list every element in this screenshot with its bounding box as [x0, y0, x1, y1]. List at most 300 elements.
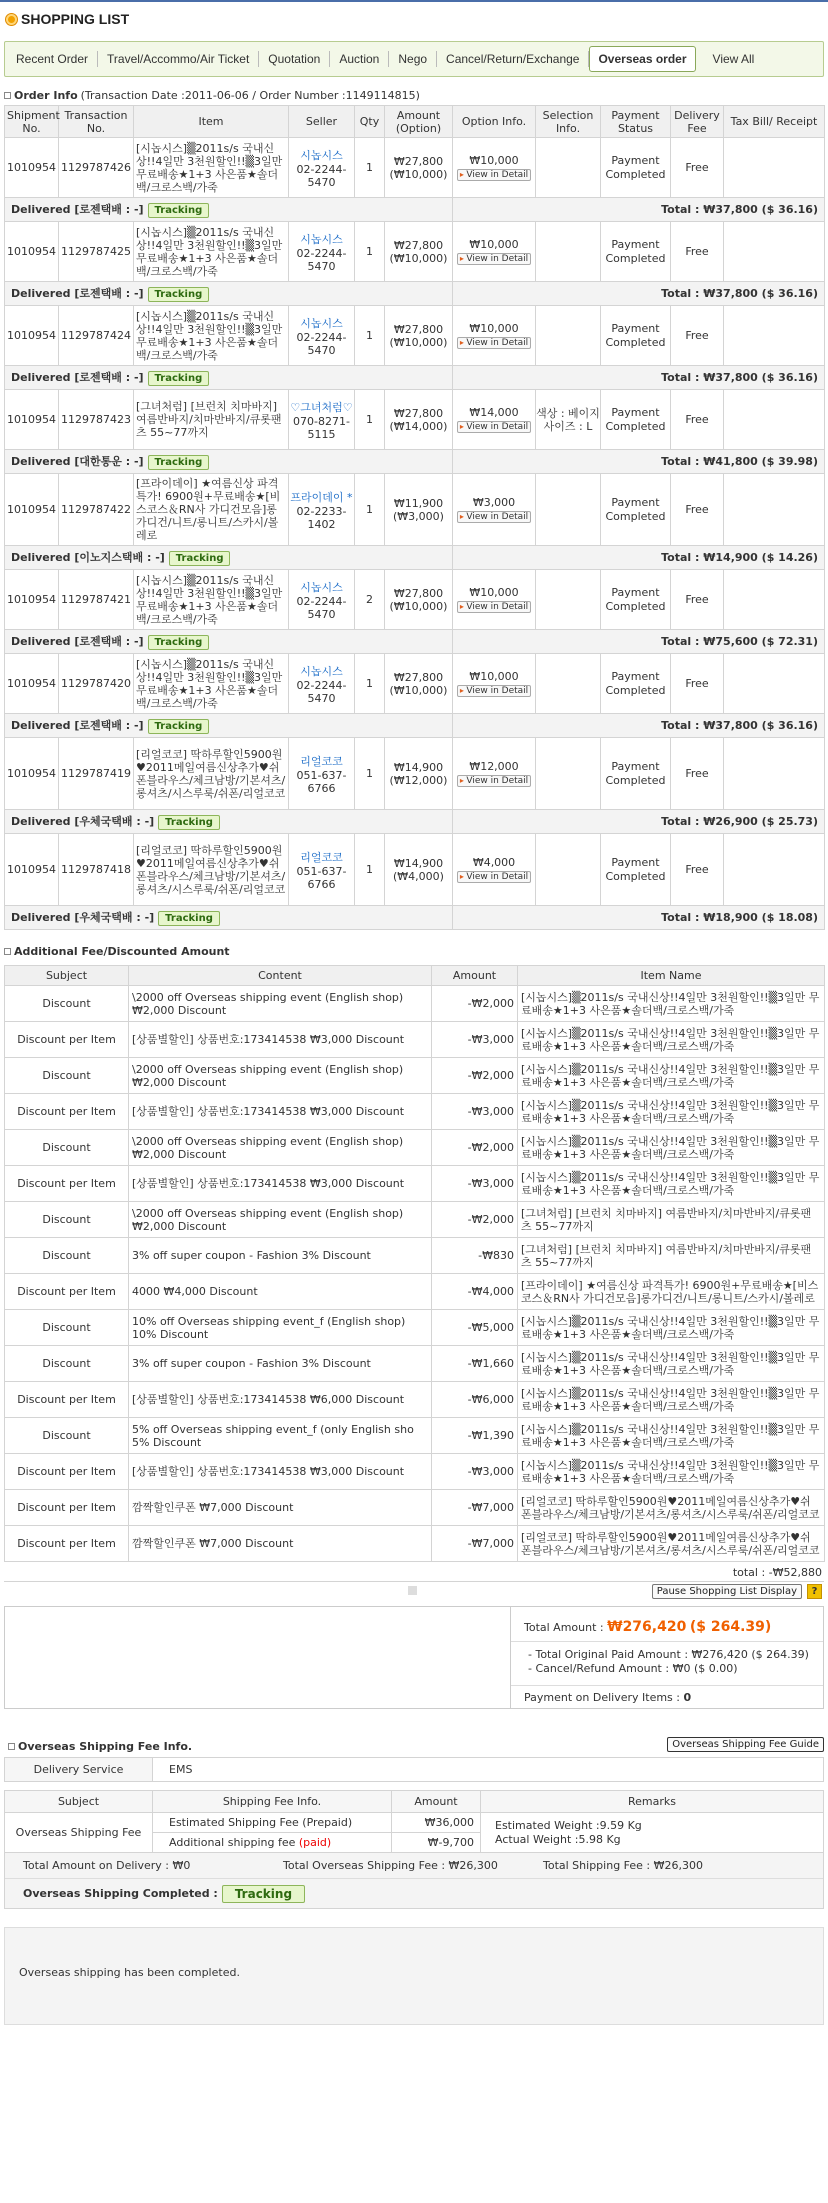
- option-cell: [453, 222, 536, 282]
- overseas-heading-row: Overseas Shipping Fee Info. Overseas Shipping Fee Guide: [4, 1735, 824, 1755]
- payment-status: Payment Completed: [601, 222, 671, 282]
- item-name: [시놉시스]▒2011s/s 국내신상!!4일만 3천원할인!!▒3일만 무료배송★1+3 사은품★솔더백/크로스백/가죽: [134, 138, 289, 198]
- amount: -₩830: [432, 1238, 518, 1274]
- table-row: [5, 1382, 825, 1418]
- seller-phone: 02-2233-1402: [296, 504, 347, 531]
- column-header: Subject: [5, 1791, 153, 1813]
- column-header: Subject: [5, 966, 129, 986]
- amount: -₩7,000: [432, 1526, 518, 1562]
- amount: ₩11,900: [393, 496, 444, 510]
- option-amount: (₩4,000): [393, 869, 444, 883]
- selection-info: [536, 654, 601, 714]
- table-row: [5, 738, 825, 810]
- item-name: [리얼코코] 딱하루할인5900원♥2011메일여름신상추가♥쉬폰블라우스/체크남방/기본셔츠/롱셔츠/시스루룩/쉬폰/리얼코코: [134, 738, 289, 810]
- divider-handle-icon: [408, 1586, 417, 1595]
- tax-receipt: [724, 138, 825, 198]
- subject: Discount per Item: [5, 1094, 129, 1130]
- payment-status: Payment Completed: [601, 138, 671, 198]
- delivery-row: [5, 630, 825, 654]
- selection-info: [536, 834, 601, 906]
- tax-receipt: [724, 222, 825, 282]
- payment-status: Payment Completed: [601, 654, 671, 714]
- option-value: ₩14,000: [469, 406, 519, 419]
- option-amount: (₩10,000): [389, 599, 448, 613]
- amount-cell: [385, 474, 453, 546]
- payment-status: Payment Completed: [601, 834, 671, 906]
- item-name: [시놉시스]▒2011s/s 국내신상!!4일만 3천원할인!!▒3일만 무료배송★1+3 사은품★솔더백/크로스백/가죽: [518, 1058, 825, 1094]
- table-row: [5, 1094, 825, 1130]
- square-bullet-icon: [4, 92, 11, 99]
- column-header: Transaction No.: [59, 106, 134, 138]
- item-name: [시놉시스]▒2011s/s 국내신상!!4일만 3천원할인!!▒3일만 무료배송★1+3 사은품★솔더백/크로스백/가죽: [134, 570, 289, 630]
- content: 4000 ₩4,000 Discount: [129, 1274, 432, 1310]
- selection-info: [536, 474, 601, 546]
- content: 3% off super coupon - Fashion 3% Discount: [129, 1238, 432, 1274]
- option-value: ₩3,000: [472, 496, 516, 509]
- shipment-no: 1010954: [5, 222, 59, 282]
- amount-cell: [385, 738, 453, 810]
- delivery-status: Delivered [대한통운 : -]: [11, 455, 144, 468]
- seller-link[interactable]: 시놉시스: [300, 580, 343, 594]
- order-info-table: [4, 105, 825, 930]
- table-row: [5, 390, 825, 450]
- additional-fee-table: [4, 965, 825, 1562]
- total-amount: ₩276,420: [607, 1619, 687, 1635]
- item-name: [시놉시스]▒2011s/s 국내신상!!4일만 3천원할인!!▒3일만 무료배송★1+3 사은품★솔더백/크로스백/가죽: [518, 1346, 825, 1382]
- transaction-no: 1129787419: [59, 738, 134, 810]
- delivery-status: Delivered [로젠택배 : -]: [11, 635, 144, 648]
- column-header: Delivery Fee: [671, 106, 724, 138]
- seller-cell: [289, 570, 355, 630]
- seller-link[interactable]: 리얼코코: [300, 850, 343, 864]
- tracking-button[interactable]: Tracking: [158, 815, 220, 830]
- amount-cell: [385, 834, 453, 906]
- delivery-fee: Free: [671, 222, 724, 282]
- tax-receipt: [724, 570, 825, 630]
- pause-row: [4, 1582, 824, 1602]
- tracking-button[interactable]: Tracking: [169, 551, 231, 566]
- table-row: [5, 834, 825, 906]
- delivery-fee: Free: [671, 390, 724, 450]
- amount: -₩3,000: [432, 1454, 518, 1490]
- row-total: Total : ₩37,800 ($ 36.16): [661, 203, 818, 216]
- content: [상품별할인] 상품번호:173414538 ₩3,000 Discount: [129, 1094, 432, 1130]
- delivery-row: [5, 546, 825, 570]
- option-amount: (₩3,000): [393, 509, 444, 523]
- column-header: Selection Info.: [536, 106, 601, 138]
- amount: -₩7,000: [432, 1490, 518, 1526]
- content: \2000 off Overseas shipping event (English shop) ₩2,000 Discount: [129, 986, 432, 1022]
- additional-total: total : -₩52,880: [4, 1562, 824, 1582]
- tab-view-all[interactable]: View All: [712, 52, 755, 66]
- arrow-icon: ▸: [459, 338, 467, 347]
- transaction-no: 1129787418: [59, 834, 134, 906]
- tab-auction[interactable]: Auction: [330, 51, 389, 67]
- delivery-row: [5, 714, 825, 738]
- item-name: [시놉시스]▒2011s/s 국내신상!!4일만 3천원할인!!▒3일만 무료배송★1+3 사은품★솔더백/크로스백/가죽: [518, 1310, 825, 1346]
- amount: ₩27,800: [393, 670, 444, 684]
- tax-receipt: [724, 390, 825, 450]
- table-row: [5, 986, 825, 1022]
- item-name: [그녀처럼] [브런치 치마바지] 여름반바지/치마반바지/큐롯팬츠 55~77까지: [518, 1202, 825, 1238]
- seller-link[interactable]: ♡그녀처럼♡: [290, 400, 353, 414]
- content: 깜짝할인쿠폰 ₩7,000 Discount: [129, 1490, 432, 1526]
- quantity: 1: [355, 654, 385, 714]
- payment-status: Payment Completed: [601, 738, 671, 810]
- tax-receipt: [724, 834, 825, 906]
- row-total: Total : ₩37,800 ($ 36.16): [661, 719, 818, 732]
- option-amount: (₩14,000): [389, 419, 448, 433]
- item-name: [시놉시스]▒2011s/s 국내신상!!4일만 3천원할인!!▒3일만 무료배송★1+3 사은품★솔더백/크로스백/가죽: [518, 1130, 825, 1166]
- shipment-no: 1010954: [5, 834, 59, 906]
- arrow-icon: ▸: [459, 512, 467, 521]
- amount: -₩1,390: [432, 1418, 518, 1454]
- seller-cell: [289, 222, 355, 282]
- column-header: Qty: [355, 106, 385, 138]
- option-amount: (₩10,000): [389, 251, 448, 265]
- quantity: 2: [355, 570, 385, 630]
- tracking-button[interactable]: Tracking: [158, 911, 220, 926]
- amount: -₩1,660: [432, 1346, 518, 1382]
- item-name: [시놉시스]▒2011s/s 국내신상!!4일만 3천원할인!!▒3일만 무료배송★1+3 사은품★솔더백/크로스백/가죽: [518, 1418, 825, 1454]
- seller-phone: 02-2244-5470: [296, 678, 347, 705]
- arrow-icon: ▸: [459, 170, 467, 179]
- additional-fee-heading: Additional Fee/Discounted Amount: [0, 943, 828, 959]
- column-header: Amount: [432, 966, 518, 986]
- selection-info: [536, 738, 601, 810]
- payment-status: Payment Completed: [601, 474, 671, 546]
- help-icon[interactable]: ?: [807, 1584, 822, 1599]
- option-value: ₩10,000: [469, 670, 519, 683]
- table-row: [5, 1130, 825, 1166]
- table-row: [5, 1454, 825, 1490]
- option-cell: [453, 474, 536, 546]
- shipment-no: 1010954: [5, 654, 59, 714]
- delivery-fee: Free: [671, 834, 724, 906]
- content: \2000 off Overseas shipping event (English shop) ₩2,000 Discount: [129, 1058, 432, 1094]
- content: 깜짝할인쿠폰 ₩7,000 Discount: [129, 1526, 432, 1562]
- table-row: [5, 1418, 825, 1454]
- subject: Discount per Item: [5, 1526, 129, 1562]
- seller-cell: [289, 306, 355, 366]
- quantity: 1: [355, 390, 385, 450]
- amount: -₩3,000: [432, 1022, 518, 1058]
- column-header: Amount: [392, 1791, 481, 1813]
- table-row: [5, 306, 825, 366]
- arrow-icon: ▸: [459, 686, 467, 695]
- amount: ₩27,800: [393, 586, 444, 600]
- row-total: Total : ₩41,800 ($ 39.98): [661, 455, 818, 468]
- seller-cell: [289, 834, 355, 906]
- table-row: [5, 222, 825, 282]
- option-cell: [453, 138, 536, 198]
- delivery-status: Delivered [로젠택배 : -]: [11, 203, 144, 216]
- delivery-status: Delivered [로젠택배 : -]: [11, 287, 144, 300]
- quantity: 1: [355, 138, 385, 198]
- payment-status: Payment Completed: [601, 570, 671, 630]
- seller-link[interactable]: 시놉시스: [300, 316, 343, 330]
- tax-receipt: [724, 474, 825, 546]
- quantity: 1: [355, 222, 385, 282]
- selection-info: [536, 570, 601, 630]
- item-name: [리얼코코] 딱하루할인5900원♥2011메일여름신상추가♥쉬폰블라우스/체크남방/기본셔츠/롱셔츠/시스루룩/쉬폰/리얼코코: [518, 1490, 825, 1526]
- seller-phone: 070-8271-5115: [293, 414, 350, 441]
- order-info-heading: Order Info (Transaction Date :2011-06-06 / Order Number :1149114815): [0, 87, 828, 103]
- column-header: Seller: [289, 106, 355, 138]
- transaction-no: 1129787424: [59, 306, 134, 366]
- content: 10% off Overseas shipping event_f (English shop) 10% Discount: [129, 1310, 432, 1346]
- row-total: Total : ₩37,800 ($ 36.16): [661, 371, 818, 384]
- square-bullet-icon: [8, 1743, 15, 1750]
- amount: -₩3,000: [432, 1094, 518, 1130]
- view-in-detail-button[interactable]: ▸ View in Detail: [457, 169, 531, 181]
- view-in-detail-button[interactable]: ▸ View in Detail: [457, 253, 531, 265]
- selection-info: [536, 138, 601, 198]
- amount: -₩6,000: [432, 1382, 518, 1418]
- column-header: Shipment No.: [5, 106, 59, 138]
- option-cell: [453, 570, 536, 630]
- view-in-detail-button[interactable]: ▸ View in Detail: [457, 685, 531, 697]
- arrow-icon: ▸: [459, 422, 467, 431]
- option-value: ₩10,000: [469, 322, 519, 335]
- shipment-no: 1010954: [5, 306, 59, 366]
- delivery-row: [5, 282, 825, 306]
- content: 3% off super coupon - Fashion 3% Discount: [129, 1346, 432, 1382]
- table-row: [5, 1346, 825, 1382]
- delivery-fee: Free: [671, 738, 724, 810]
- amount: ₩27,800: [393, 322, 444, 336]
- view-in-detail-button[interactable]: ▸ View in Detail: [457, 511, 531, 523]
- view-in-detail-button[interactable]: ▸ View in Detail: [457, 871, 531, 883]
- item-name: [프라이데이] ★여름신상 파격특가! 6900원+무료배송★[비스코스＆RN사 가디건모음]롱가디건/니트/롱니트/스카시/볼레로: [518, 1274, 825, 1310]
- item-name: [시놉시스]▒2011s/s 국내신상!!4일만 3천원할인!!▒3일만 무료배송★1+3 사은품★솔더백/크로스백/가죽: [518, 1382, 825, 1418]
- subject: Discount per Item: [5, 1022, 129, 1058]
- view-in-detail-button[interactable]: ▸ View in Detail: [457, 337, 531, 349]
- view-in-detail-button[interactable]: ▸ View in Detail: [457, 601, 531, 613]
- tab-overseas-order[interactable]: Overseas order: [589, 46, 695, 72]
- row-total: Total : ₩18,900 ($ 18.08): [661, 911, 818, 924]
- item-name: [그녀처럼] [브런치 치마바지] 여름반바지/치마반바지/큐롯팬츠 55~77까지: [134, 390, 289, 450]
- seller-cell: [289, 138, 355, 198]
- tax-receipt: [724, 654, 825, 714]
- amount-cell: [385, 654, 453, 714]
- delivery-row: [5, 450, 825, 474]
- amount: -₩4,000: [432, 1274, 518, 1310]
- selection-info: [536, 222, 601, 282]
- tracking-button[interactable]: Tracking: [148, 719, 210, 734]
- amount: ₩14,900: [393, 760, 444, 774]
- item-name: [프라이데이] ★여름신상 파격특가! 6900원+무료배송★[비스코스＆RN사 가디건모음]롱가디건/니트/롱니트/스카시/볼레로: [134, 474, 289, 546]
- shipping-totals: Total Amount on Delivery : ₩0 Total Overseas Shipping Fee : ₩26,300 Total Shipping Fee : ₩26,300 Overseas Shipping Completed : Tracking: [4, 1853, 824, 1909]
- amount: -₩2,000: [432, 986, 518, 1022]
- content: [상품별할인] 상품번호:173414538 ₩6,000 Discount: [129, 1382, 432, 1418]
- item-name: [시놉시스]▒2011s/s 국내신상!!4일만 3천원할인!!▒3일만 무료배송★1+3 사은품★솔더백/크로스백/가죽: [518, 1166, 825, 1202]
- row-total: Total : ₩26,900 ($ 25.73): [661, 815, 818, 828]
- item-name: [그녀처럼] [브런치 치마바지] 여름반바지/치마반바지/큐롯팬츠 55~77까지: [518, 1238, 825, 1274]
- option-amount: (₩12,000): [389, 773, 448, 787]
- subject: Discount: [5, 1310, 129, 1346]
- tracking-button[interactable]: Tracking: [148, 203, 210, 218]
- delivery-fee: Free: [671, 474, 724, 546]
- option-value: ₩10,000: [469, 154, 519, 167]
- option-value: ₩10,000: [469, 238, 519, 251]
- amount: ₩14,900: [393, 856, 444, 870]
- option-amount: (₩10,000): [389, 167, 448, 181]
- item-name: [시놉시스]▒2011s/s 국내신상!!4일만 3천원할인!!▒3일만 무료배송★1+3 사은품★솔더백/크로스백/가죽: [134, 654, 289, 714]
- delivery-status: Delivered [로젠택배 : -]: [11, 719, 144, 732]
- row-total: Total : ₩75,600 ($ 72.31): [661, 635, 818, 648]
- item-name: [시놉시스]▒2011s/s 국내신상!!4일만 3천원할인!!▒3일만 무료배송★1+3 사은품★솔더백/크로스백/가죽: [518, 986, 825, 1022]
- column-header: Amount (Option): [385, 106, 453, 138]
- seller-cell: [289, 474, 355, 546]
- shipment-no: 1010954: [5, 738, 59, 810]
- amount: ₩27,800: [393, 238, 444, 252]
- view-in-detail-button[interactable]: ▸ View in Detail: [457, 421, 531, 433]
- table-row: [5, 654, 825, 714]
- seller-cell: [289, 654, 355, 714]
- shipment-no: 1010954: [5, 138, 59, 198]
- amount-cell: [385, 306, 453, 366]
- table-row: [5, 474, 825, 546]
- tax-receipt: [724, 306, 825, 366]
- tab-nego[interactable]: Nego: [389, 51, 437, 67]
- subject: Discount: [5, 1058, 129, 1094]
- amount: -₩2,000: [432, 1058, 518, 1094]
- seller-phone: 02-2244-5470: [296, 594, 347, 621]
- table-row: [5, 1490, 825, 1526]
- shipment-no: 1010954: [5, 390, 59, 450]
- tab-cancel-return-exchange[interactable]: Cancel/Return/Exchange: [437, 51, 589, 67]
- table-row: [5, 1202, 825, 1238]
- option-cell: [453, 654, 536, 714]
- view-in-detail-button[interactable]: ▸ View in Detail: [457, 775, 531, 787]
- item-name: [리얼코코] 딱하루할인5900원♥2011메일여름신상추가♥쉬폰블라우스/체크남방/기본셔츠/롱셔츠/시스루룩/쉬폰/리얼코코: [134, 834, 289, 906]
- column-header: Payment Status: [601, 106, 671, 138]
- table-row: [5, 570, 825, 630]
- amount: -₩3,000: [432, 1166, 518, 1202]
- transaction-no: 1129787420: [59, 654, 134, 714]
- pause-shopping-list-button[interactable]: Pause Shopping List Display: [652, 1584, 802, 1599]
- seller-link[interactable]: 시놉시스: [300, 664, 343, 678]
- tracking-button[interactable]: Tracking: [148, 371, 210, 386]
- table-row: [5, 1526, 825, 1562]
- content: \2000 off Overseas shipping event (English shop) ₩2,000 Discount: [129, 1130, 432, 1166]
- amount-cell: [385, 570, 453, 630]
- order-tabs: [4, 41, 824, 77]
- delivery-row: [5, 906, 825, 930]
- table-row: [5, 1022, 825, 1058]
- column-header: Item: [134, 106, 289, 138]
- square-bullet-icon: [4, 948, 11, 955]
- quantity: 1: [355, 306, 385, 366]
- table-row: [5, 138, 825, 198]
- content: 5% off Overseas shipping event_f (only English sho 5% Discount: [129, 1418, 432, 1454]
- selection-info: 색상 : 베이지 사이즈 : L: [536, 390, 601, 450]
- overseas-tracking-button[interactable]: Tracking: [222, 1885, 305, 1903]
- delivery-row: [5, 810, 825, 834]
- table-row: [5, 1166, 825, 1202]
- tab-travel-accommo-air-ticket[interactable]: Travel/Accommo/Air Ticket: [98, 51, 259, 67]
- column-header: Option Info.: [453, 106, 536, 138]
- delivery-fee: Free: [671, 138, 724, 198]
- page-title: SHOPPING LIST: [0, 2, 828, 29]
- option-amount: (₩10,000): [389, 335, 448, 349]
- seller-link[interactable]: 시놉시스: [300, 232, 343, 246]
- option-value: ₩10,000: [469, 586, 519, 599]
- seller-link[interactable]: 리얼코코: [300, 754, 343, 768]
- tax-receipt: [724, 738, 825, 810]
- arrow-icon: ▸: [459, 776, 467, 785]
- shipping-fee-guide-button[interactable]: Overseas Shipping Fee Guide: [667, 1737, 824, 1752]
- tracking-button[interactable]: Tracking: [148, 287, 210, 302]
- quantity: 1: [355, 834, 385, 906]
- quantity: 1: [355, 474, 385, 546]
- arrow-icon: ▸: [459, 254, 467, 263]
- subject: Discount per Item: [5, 1490, 129, 1526]
- shipping-fee-table: Subject Shipping Fee Info. Amount Remarks Overseas Shipping Fee Estimated Shipping Fee (Prepaid) ₩36,000 Estimated Weight :9.59 Kg Actual Weight :5.98 Kg Additional shipping fee (paid) ₩-9,700: [4, 1790, 824, 1853]
- table-row: [5, 1058, 825, 1094]
- option-cell: [453, 306, 536, 366]
- arrow-icon: ▸: [459, 872, 467, 881]
- tracking-button[interactable]: Tracking: [148, 455, 210, 470]
- table-row: [5, 1310, 825, 1346]
- quantity: 1: [355, 738, 385, 810]
- amount: -₩2,000: [432, 1130, 518, 1166]
- subject: Discount: [5, 1346, 129, 1382]
- delivery-service-table: Delivery Service EMS: [4, 1757, 824, 1782]
- tracking-button[interactable]: Tracking: [148, 635, 210, 650]
- item-name: [리얼코코] 딱하루할인5900원♥2011메일여름신상추가♥쉬폰블라우스/체크남방/기본셔츠/롱셔츠/시스루룩/쉬폰/리얼코코: [518, 1526, 825, 1562]
- option-cell: [453, 834, 536, 906]
- tab-quotation[interactable]: Quotation: [259, 51, 330, 67]
- seller-phone: 02-2244-5470: [296, 162, 347, 189]
- column-header: Shipping Fee Info.: [153, 1791, 392, 1813]
- option-cell: [453, 390, 536, 450]
- subject: Discount per Item: [5, 1454, 129, 1490]
- option-amount: (₩10,000): [389, 683, 448, 697]
- seller-phone: 051-637-6766: [296, 864, 347, 891]
- seller-cell: [289, 390, 355, 450]
- amount-cell: [385, 138, 453, 198]
- item-name: [시놉시스]▒2011s/s 국내신상!!4일만 3천원할인!!▒3일만 무료배송★1+3 사은품★솔더백/크로스백/가죽: [518, 1454, 825, 1490]
- seller-link[interactable]: 프라이데이 *: [290, 490, 353, 504]
- amount: -₩5,000: [432, 1310, 518, 1346]
- delivery-fee: Free: [671, 654, 724, 714]
- item-name: [시놉시스]▒2011s/s 국내신상!!4일만 3천원할인!!▒3일만 무료배송★1+3 사은품★솔더백/크로스백/가죽: [134, 306, 289, 366]
- delivery-status: Delivered [우체국택배 : -]: [11, 815, 155, 828]
- column-header: Tax Bill/ Receipt: [724, 106, 825, 138]
- arrow-icon: ▸: [459, 602, 467, 611]
- subject: Discount per Item: [5, 1166, 129, 1202]
- content: \2000 off Overseas shipping event (English shop) ₩2,000 Discount: [129, 1202, 432, 1238]
- delivery-fee: Free: [671, 570, 724, 630]
- content: [상품별할인] 상품번호:173414538 ₩3,000 Discount: [129, 1166, 432, 1202]
- delivery-status: Delivered [우체국택배 : -]: [11, 911, 155, 924]
- content: [상품별할인] 상품번호:173414538 ₩3,000 Discount: [129, 1454, 432, 1490]
- seller-link[interactable]: 시놉시스: [300, 148, 343, 162]
- table-row: [5, 1238, 825, 1274]
- transaction-no: 1129787425: [59, 222, 134, 282]
- seller-cell: [289, 738, 355, 810]
- table-row: [5, 1274, 825, 1310]
- shipment-no: 1010954: [5, 474, 59, 546]
- item-name: [시놉시스]▒2011s/s 국내신상!!4일만 3천원할인!!▒3일만 무료배송★1+3 사은품★솔더백/크로스백/가죽: [134, 222, 289, 282]
- column-header: Content: [129, 966, 432, 986]
- seller-phone: 02-2244-5470: [296, 246, 347, 273]
- delivery-row: [5, 198, 825, 222]
- total-summary: Total Amount : ₩276,420 ($ 264.39) - Total Original Paid Amount : ₩276,420 ($ 264.39) - Cancel/Refund Amount : ₩0 ($ 0.00) Payment on Delivery Items : 0: [4, 1606, 824, 1709]
- tab-recent-order[interactable]: Recent Order: [7, 51, 98, 67]
